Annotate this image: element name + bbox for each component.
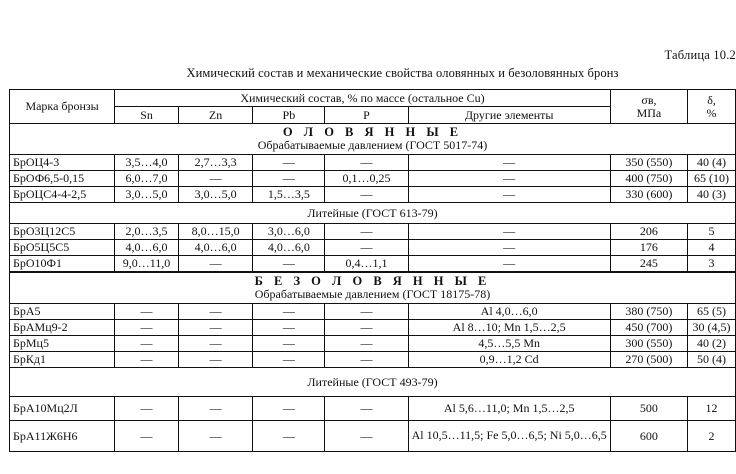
cell-zn: — (178, 171, 252, 187)
cell-other: — (408, 187, 610, 203)
cell-sigma: 600 (610, 421, 687, 452)
table-row (10, 304, 736, 320)
cell-sigma: 300 (550) (610, 336, 687, 352)
section-title: Б Е З О Л О В Я Н Н Ы Е (254, 273, 491, 288)
header-delta-symbol: δ, (707, 92, 716, 107)
cell-sigma: 450 (700) (610, 320, 687, 336)
cell-other: Al 10,5…11,5; Fe 5,0…6,5; Ni 5,0…6,5 (408, 421, 610, 452)
cell-sn: — (115, 336, 179, 352)
cell-delta: 12 (688, 397, 736, 421)
cell-p: 0,4…1,1 (325, 256, 408, 273)
cell-p: 0,1…0,25 (325, 171, 408, 187)
cell-zn: — (178, 352, 252, 368)
cell-grade: БрО3Ц12С5 (10, 224, 115, 240)
table-row (10, 256, 736, 273)
cell-other: 4,5…5,5 Mn (408, 336, 610, 352)
cell-sigma: 245 (610, 256, 687, 273)
cell-p: — (325, 336, 408, 352)
header-zn: Zn (178, 107, 252, 124)
header-p: P (325, 107, 408, 124)
cell-sn: 2,0…3,5 (115, 224, 179, 240)
group-subtitle-row (10, 203, 736, 224)
cell-sn: 9,0…11,0 (115, 256, 179, 273)
table-row (10, 397, 736, 421)
cell-delta: 2 (688, 421, 736, 452)
header-sigma-symbol: σв, (641, 92, 657, 107)
cell-zn: 3,0…5,0 (178, 187, 252, 203)
section-title: О Л О В Я Н Н Ы Е (282, 124, 463, 139)
header-sn: Sn (115, 107, 179, 124)
cell-delta: 65 (5) (688, 304, 736, 320)
cell-pb: — (253, 171, 325, 187)
cell-pb: 1,5…3,5 (253, 187, 325, 203)
cell-sigma: 176 (610, 240, 687, 256)
cell-sn: 6,0…7,0 (115, 171, 179, 187)
bronze-table (9, 89, 736, 452)
cell-delta: 3 (688, 256, 736, 273)
cell-grade: БрКд1 (10, 352, 115, 368)
cell-delta: 40 (3) (688, 187, 736, 203)
cell-other: — (408, 224, 610, 240)
cell-other: — (408, 171, 610, 187)
table-row (10, 155, 736, 171)
cell-sn: — (115, 352, 179, 368)
header-pb: Pb (253, 107, 325, 124)
table-row (10, 171, 736, 187)
cell-pb: — (253, 421, 325, 452)
cell-delta: 40 (4) (688, 155, 736, 171)
cell-p: — (325, 304, 408, 320)
header-grade: Марка бронзы (10, 90, 115, 124)
cell-sn: 3,0…5,0 (115, 187, 179, 203)
cell-zn: — (178, 304, 252, 320)
cell-other: — (408, 256, 610, 273)
cell-zn: — (178, 256, 252, 273)
cell-p: — (325, 240, 408, 256)
cell-p: — (325, 352, 408, 368)
cell-grade: БрА11Ж6Н6 (10, 421, 115, 452)
cell-pb: — (253, 304, 325, 320)
section-header (10, 124, 736, 155)
group-subtitle: Обрабатываемые давлением (ГОСТ 18175-78) (254, 287, 491, 302)
cell-p: — (325, 155, 408, 171)
cell-pb: — (253, 155, 325, 171)
cell-delta: 30 (4,5) (688, 320, 736, 336)
cell-grade: БрО10Ф1 (10, 256, 115, 273)
cell-p: — (325, 224, 408, 240)
section-header-row (10, 124, 736, 155)
section-header (10, 272, 736, 304)
header-composition: Химический состав, % по массе (остальное Cu) (115, 90, 611, 107)
cell-zn: 4,0…6,0 (178, 240, 252, 256)
cell-zn: 2,7…3,3 (178, 155, 252, 171)
cell-sn: — (115, 304, 179, 320)
header-sigma (610, 90, 687, 124)
cell-delta: 65 (10) (688, 171, 736, 187)
cell-pb: — (253, 397, 325, 421)
cell-other: Al 4,0…6,0 (408, 304, 610, 320)
cell-delta: 4 (688, 240, 736, 256)
cell-sigma: 270 (500) (610, 352, 687, 368)
cell-sn: — (115, 320, 179, 336)
table-row (10, 320, 736, 336)
cell-sigma: 330 (600) (610, 187, 687, 203)
cell-pb: 4,0…6,0 (253, 240, 325, 256)
table-row (10, 224, 736, 240)
cell-other: 0,9…1,2 Cd (408, 352, 610, 368)
cell-pb: — (253, 320, 325, 336)
cell-sn: 4,0…6,0 (115, 240, 179, 256)
cell-sn: — (115, 397, 179, 421)
table-number: Таблица 10.2 (664, 48, 736, 62)
cell-other: Al 5,6…11,0; Mn 1,5…2,5 (408, 397, 610, 421)
cell-pb: — (253, 352, 325, 368)
table-row (10, 421, 736, 452)
group-subtitle-row (10, 368, 736, 397)
table-row (10, 240, 736, 256)
group-subtitle: Обрабатываемые давлением (ГОСТ 5017-74) (257, 138, 488, 153)
cell-grade: БрМц5 (10, 336, 115, 352)
section-header-row (10, 272, 736, 304)
group-subtitle: Литейные (ГОСТ 493-79) (10, 368, 736, 397)
cell-p: — (325, 320, 408, 336)
cell-sn: 3,5…4,0 (115, 155, 179, 171)
table-row (10, 187, 736, 203)
table-row (10, 336, 736, 352)
cell-sigma: 350 (550) (610, 155, 687, 171)
header-sigma-unit: МПа (636, 105, 662, 120)
cell-p: — (325, 397, 408, 421)
cell-delta: 40 (2) (688, 336, 736, 352)
cell-pb: 3,0…6,0 (253, 224, 325, 240)
cell-p: — (325, 421, 408, 452)
cell-sigma: 400 (750) (610, 171, 687, 187)
cell-grade: БрА10Мц2Л (10, 397, 115, 421)
cell-grade: БрОЦС4-4-2,5 (10, 187, 115, 203)
cell-zn: 8,0…15,0 (178, 224, 252, 240)
header-other: Другие элементы (408, 107, 610, 124)
cell-zn: — (178, 397, 252, 421)
cell-sigma: 500 (610, 397, 687, 421)
group-subtitle: Литейные (ГОСТ 613-79) (10, 203, 736, 224)
header-delta (688, 90, 736, 124)
cell-other: Al 8…10; Mn 1,5…2,5 (408, 320, 610, 336)
cell-zn: — (178, 336, 252, 352)
cell-pb: — (253, 256, 325, 273)
cell-delta: 5 (688, 224, 736, 240)
cell-pb: — (253, 336, 325, 352)
cell-grade: БрА5 (10, 304, 115, 320)
cell-grade: БрО5Ц5С5 (10, 240, 115, 256)
cell-sigma: 206 (610, 224, 687, 240)
cell-sigma: 380 (750) (610, 304, 687, 320)
cell-grade: БрАМц9-2 (10, 320, 115, 336)
table-row (10, 352, 736, 368)
cell-other: — (408, 155, 610, 171)
cell-grade: БрОЦ4-3 (10, 155, 115, 171)
cell-delta: 50 (4) (688, 352, 736, 368)
cell-grade: БрОФ6,5-0,15 (10, 171, 115, 187)
cell-sn: — (115, 421, 179, 452)
cell-p: — (325, 187, 408, 203)
cell-zn: — (178, 320, 252, 336)
cell-zn: — (178, 421, 252, 452)
table-title: Химический состав и механические свойства оловянных и безоловянных бронз (186, 66, 619, 80)
cell-other: — (408, 240, 610, 256)
header-delta-unit: % (706, 105, 717, 120)
